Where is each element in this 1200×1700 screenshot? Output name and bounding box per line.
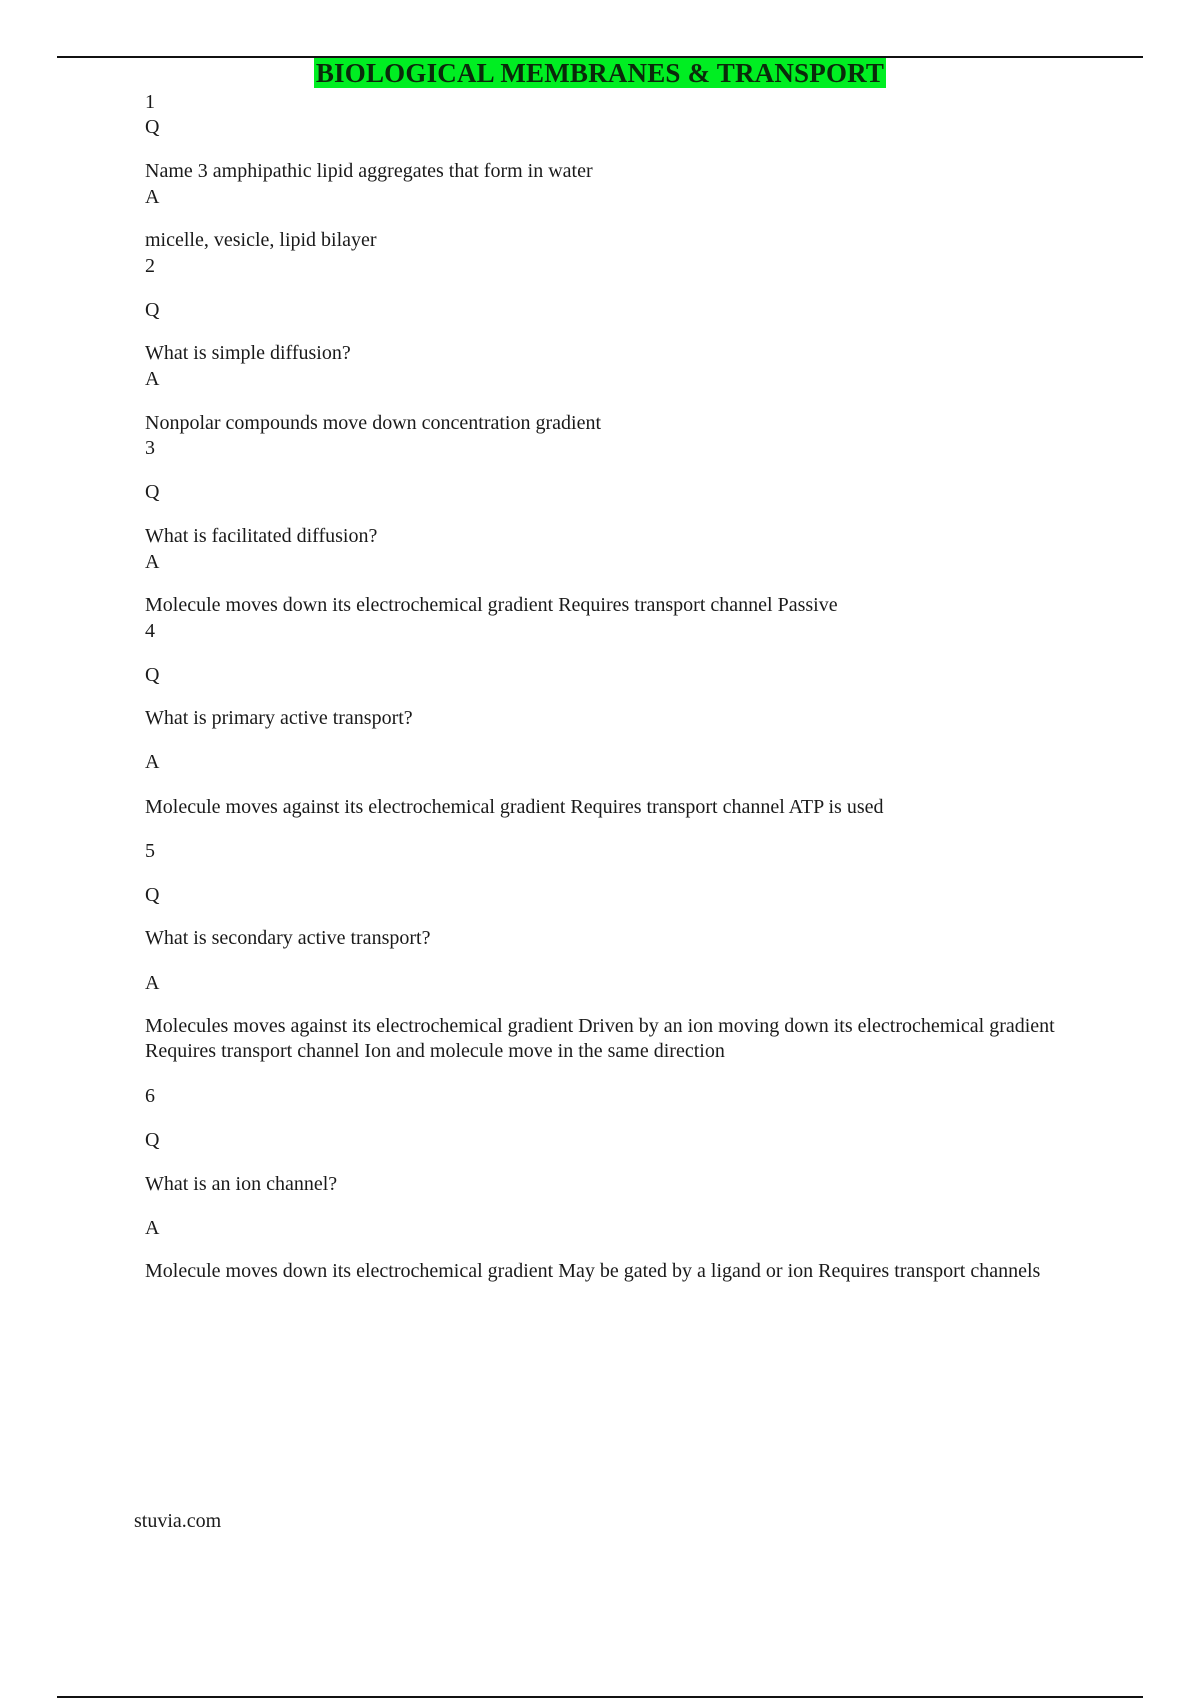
card-2-a-marker: A [145,368,160,390]
card-5-a-marker: A [145,972,160,994]
card-1-number: 1 [145,91,155,113]
card-1-answer: micelle, vesicle, lipid bilayer [145,229,377,251]
card-6-answer: Molecule moves down its electrochemical gradient May be gated by a ligand or ion Requires transport channels [145,1260,1041,1282]
card-3-answer: Molecule moves down its electrochemical gradient Requires transport channel Passive [145,594,838,616]
card-2-answer: Nonpolar compounds move down concentration gradient [145,412,601,434]
card-2-q-marker: Q [145,299,160,321]
card-3-a-marker: A [145,551,160,573]
card-3-question: What is facilitated diffusion? [145,525,378,547]
card-4-number: 4 [145,620,155,642]
card-1-question: Name 3 amphipathic lipid aggregates that form in water [145,160,593,182]
card-5-question: What is secondary active transport? [145,927,431,949]
document-title: BIOLOGICAL MEMBRANES & TRANSPORT [315,58,885,88]
card-6-q-marker: Q [145,1129,160,1151]
card-6-number: 6 [145,1085,155,1107]
card-5-number: 5 [145,840,155,862]
card-1-a-marker: A [145,186,160,208]
card-5-q-marker: Q [145,884,160,906]
card-4-question: What is primary active transport? [145,707,413,729]
card-4-answer: Molecule moves against its electrochemical gradient Requires transport channel ATP is used [145,796,884,818]
card-1-q-marker: Q [145,116,160,138]
card-3-q-marker: Q [145,481,160,503]
card-2-number: 2 [145,255,155,277]
card-3-number: 3 [145,437,155,459]
card-5-answer: Molecules moves against its electrochemical gradient Driven by an ion moving down its electrochemical gradient Requires transport channel Ion and molecule move in the same direction [145,1015,1055,1062]
bottom-rule [57,1696,1143,1698]
card-6-question: What is an ion channel? [145,1173,338,1195]
card-4-a-marker: A [145,751,160,773]
title-container [0,58,1200,88]
card-2-question: What is simple diffusion? [145,342,351,364]
card-6-a-marker: A [145,1217,160,1239]
card-4-q-marker: Q [145,664,160,686]
footer-source: stuvia.com [134,1510,222,1532]
